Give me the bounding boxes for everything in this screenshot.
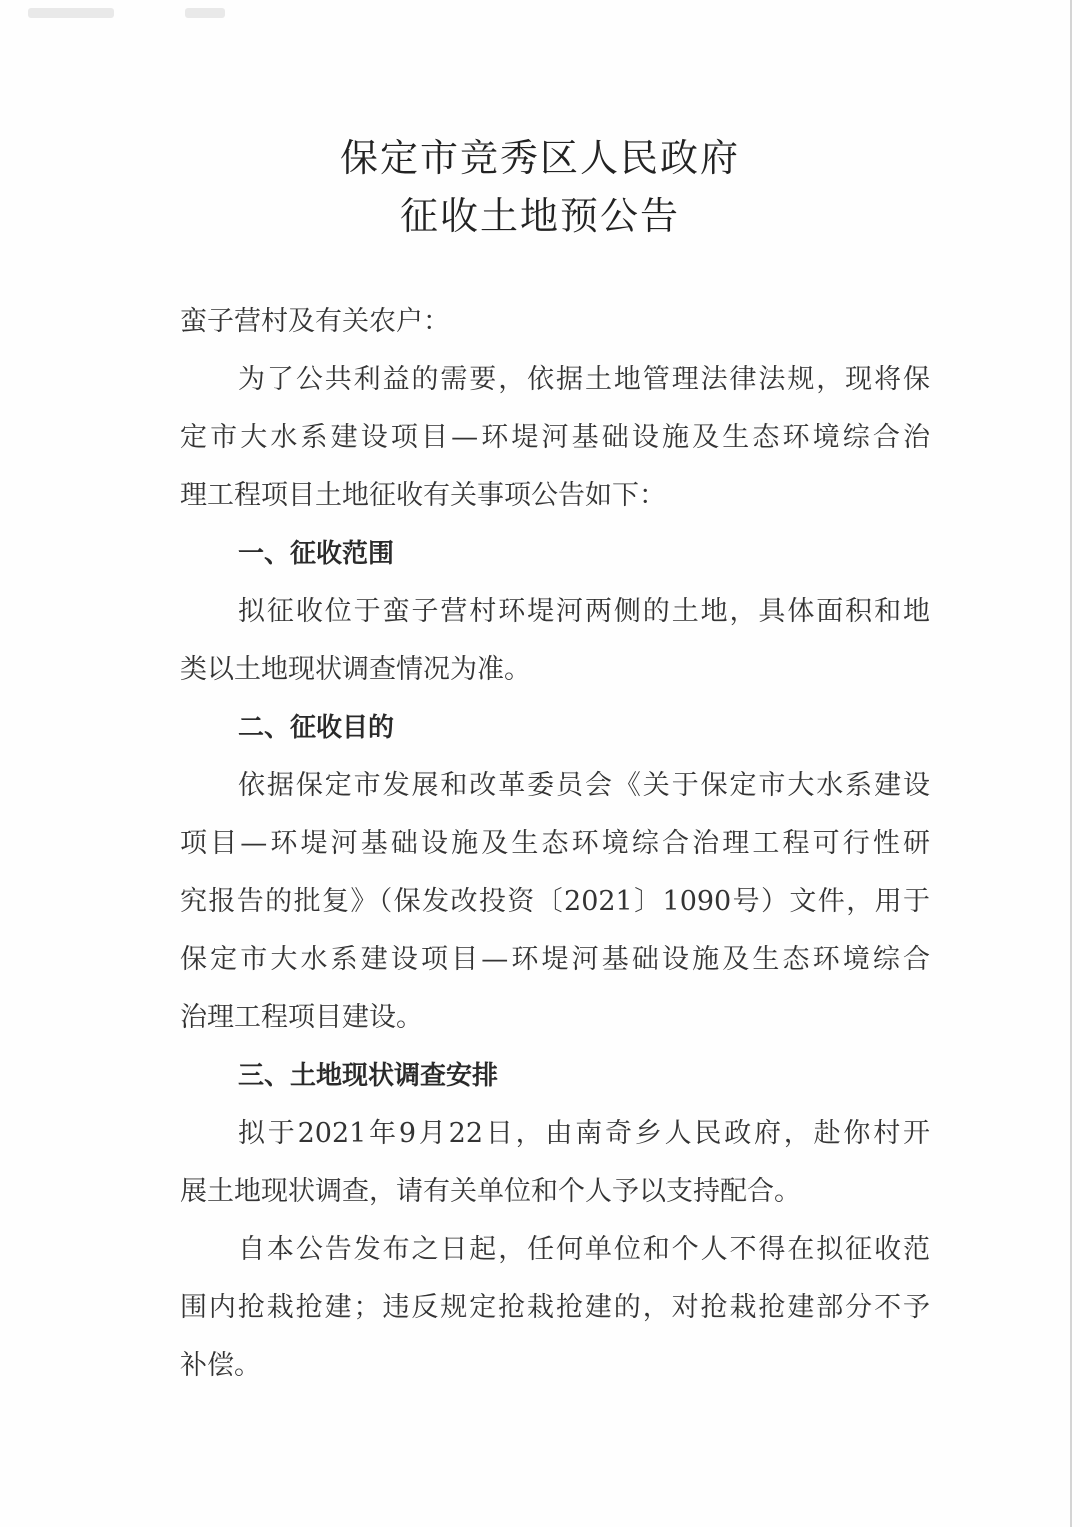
section-line: 依据保定市发展和改革委员会《关于保定市大水系建设 xyxy=(238,770,930,801)
section-line: 拟征收位于蛮子营村环堤河两侧的土地，具体面积和地 xyxy=(238,596,930,627)
intro-line: 为了公共利益的需要，依据土地管理法律法规，现将保 xyxy=(238,364,930,395)
section-line: 类以土地现状调查情况为准。 xyxy=(180,654,531,685)
section-line: 治理工程项目建设。 xyxy=(180,1002,423,1033)
scan-mark xyxy=(28,8,114,18)
section-heading: 二、征收目的 xyxy=(238,713,395,743)
section-line: 保定市大水系建设项目—环堤河基础设施及生态环境综合 xyxy=(180,944,930,975)
salutation: 蛮子营村及有关农户： xyxy=(180,306,450,337)
section-line: 究报告的批复》（保发改投资〔2021〕1090号）文件，用于 xyxy=(180,886,930,917)
section-heading: 一、征收范围 xyxy=(238,539,395,569)
section-line: 拟于2021年9月22日，由南奇乡人民政府，赴你村开 xyxy=(238,1118,930,1149)
closing-line: 围内抢栽抢建；违反规定抢栽抢建的，对抢栽抢建部分不予 xyxy=(180,1292,930,1323)
section-line: 项目—环堤河基础设施及生态环境综合治理工程可行性研 xyxy=(180,828,930,859)
title-issuer: 保定市竞秀区人民政府 xyxy=(339,136,740,180)
document-body xyxy=(180,293,930,1395)
closing-line: 补偿。 xyxy=(180,1350,261,1381)
section-line: 展土地现状调查，请有关单位和个人予以支持配合。 xyxy=(180,1176,801,1207)
intro-line: 定市大水系建设项目—环堤河基础设施及生态环境综合治 xyxy=(180,422,930,453)
document-title xyxy=(0,134,1080,240)
section-heading: 三、土地现状调查安排 xyxy=(238,1061,499,1091)
title-subject: 征收土地预公告 xyxy=(399,194,680,238)
scan-mark xyxy=(185,8,225,18)
intro-line: 理工程项目土地征收有关事项公告如下： xyxy=(180,480,666,511)
closing-line: 自本公告发布之日起，任何单位和个人不得在拟征收范 xyxy=(238,1234,930,1265)
